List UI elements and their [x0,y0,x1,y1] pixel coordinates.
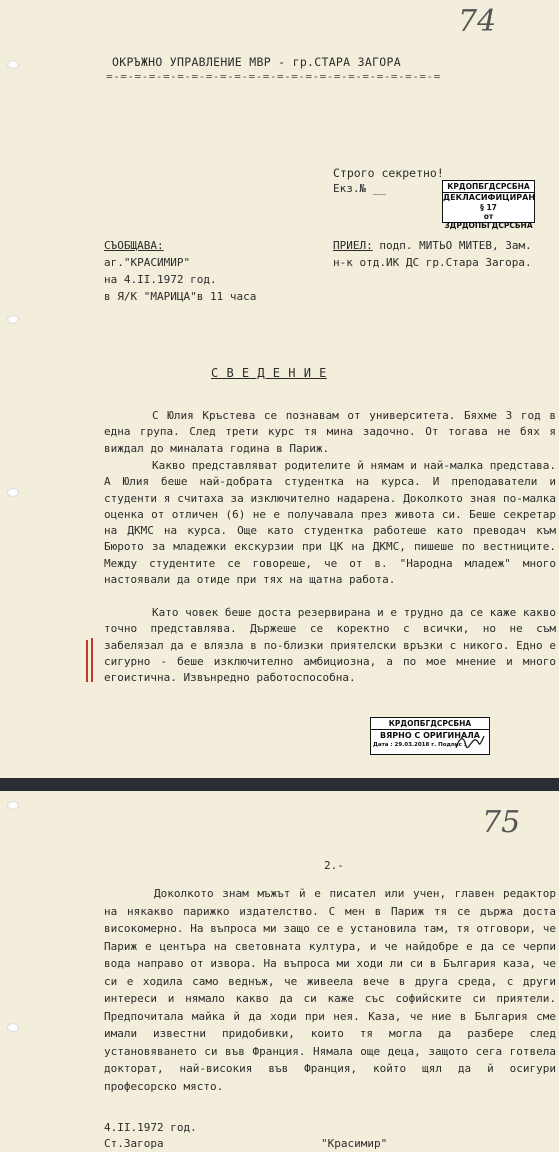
page-separator [0,778,559,791]
punch-hole [7,60,19,69]
copy-number: Екз.№ __ [333,182,386,195]
agent-signature: "Красимир" [321,1137,388,1150]
reports-label: СЪОБЩАВА: [104,239,164,252]
stamp-line: КРДОПБГДСРСБНА [443,181,534,193]
received-block [333,239,532,253]
document-page-2 [0,791,559,1152]
punch-hole [7,801,19,810]
stamp-line: Дата : 29.03.2018 г. Подпис : [373,742,466,748]
paragraph-page2: Доколкото знам мъжът й е писател или учен, главен редактор на някакво парижко издателство. С мен в Париж тя се държа доста високомерно. На въпроса ми защо се е установила там, тя отговори, че Париж е центъра на световната култура, и че найдобре е да се черпи вода направо от извора. На въпроса ми ходи ли си в България каза, че си е ходила само веднъж, че живеела вече в друга среда, с други интереси и нямало какво да си каже със софийските си приятели. Предпочитала майка й да ходи при нея. Каза, че ние в България сме имали известни придобивки, които тя могла да разбере след установяването си във Франция. Нямала още деца, защото сега готвела докторат, най-високия във Франция, който щял да й осигури професорско място. [104,887,556,1093]
closing-date: 4.II.1972 год. [104,1121,197,1134]
paragraph-1: С Юлия Кръстева се познавам от университета. Бяхме 3 год в една група. След трети курс тя мина задочно. От тогава не бях я виждал до миналата година в Париж. [104,409,556,455]
classification-mark: Строго секретно! [333,166,444,180]
reports-date: на 4.II.1972 год. [104,273,217,286]
handwritten-page-number: 74 [458,4,497,39]
handwritten-page-number: 75 [482,805,521,840]
closing-place: Ст.Загора [104,1137,164,1150]
heading-underline: =-=-=-=-=-=-=-=-=-=-=-=-=-=-=-=-=-=-=-=-=-=-=-= [106,70,441,83]
paragraph-2: Какво представляват родителите й нямам и най-малка представа. А Юлия беше най-добрата студентка на курса. И преподаватели и студенти я считаха за изключително надарена. Доколкото зная по-малка оценка от отличен (6) не е получавала през живота си. Беше секретар на ДКМС на курса. Още като студентка работеше като преводач към Бюрото за младежки екскурзии при ЦК на ДКМС, пишеше по вестниците. Между студентите се говореше, че от в. "Народна младеж" много настоявали да отиде при тях на щатна работа. [104,459,556,587]
reports-agent: аг."КРАСИМИР" [104,256,191,269]
punch-hole [7,315,19,324]
declassification-stamp [442,180,536,230]
paragraph-3: Като човек беше доста резервирана и е трудно да се каже какво точно представлява. Държеше се коректно с всички, но не съм забелязал да е влязла в по-близки приятелски връзки с никого. Едно е сигурно - беше изключително амбициозна, а по мое мнение и много егоистична. Извънредно работоспособна. [104,606,556,685]
document-title: С В Е Д Е Н И Е [211,366,327,380]
document-heading: ОКРЪЖНО УПРАВЛЕНИЕ МВР - гр.СТАРА ЗАГОРА [112,55,401,69]
stamp-line: § 17 [480,203,497,212]
handwritten-signature [454,732,488,754]
punch-hole [7,488,19,497]
stamp-line: ВЯРНО С ОРИГИНАЛА [380,731,480,740]
received-line1: подп. МИТЬО МИТЕВ, Зам. [372,239,532,252]
red-margin-mark [86,640,88,682]
reports-place: в Я/К "МАРИЦА"в 11 часа [104,290,257,303]
page-label: 2.- [324,859,344,872]
red-margin-mark [91,638,93,682]
received-line2: н-к отд.ИК ДС гр.Стара Загора. [333,256,532,269]
stamp-line: от ЗДРДОПБГДСРСБНА [444,212,533,230]
stamp-line: КРДОПБГДСРСБНА [371,718,489,730]
punch-hole [7,1023,19,1032]
received-label: ПРИЕЛ: [333,239,373,252]
stamp-line: ДЕКЛАСИФИЦИРАН [443,193,536,202]
